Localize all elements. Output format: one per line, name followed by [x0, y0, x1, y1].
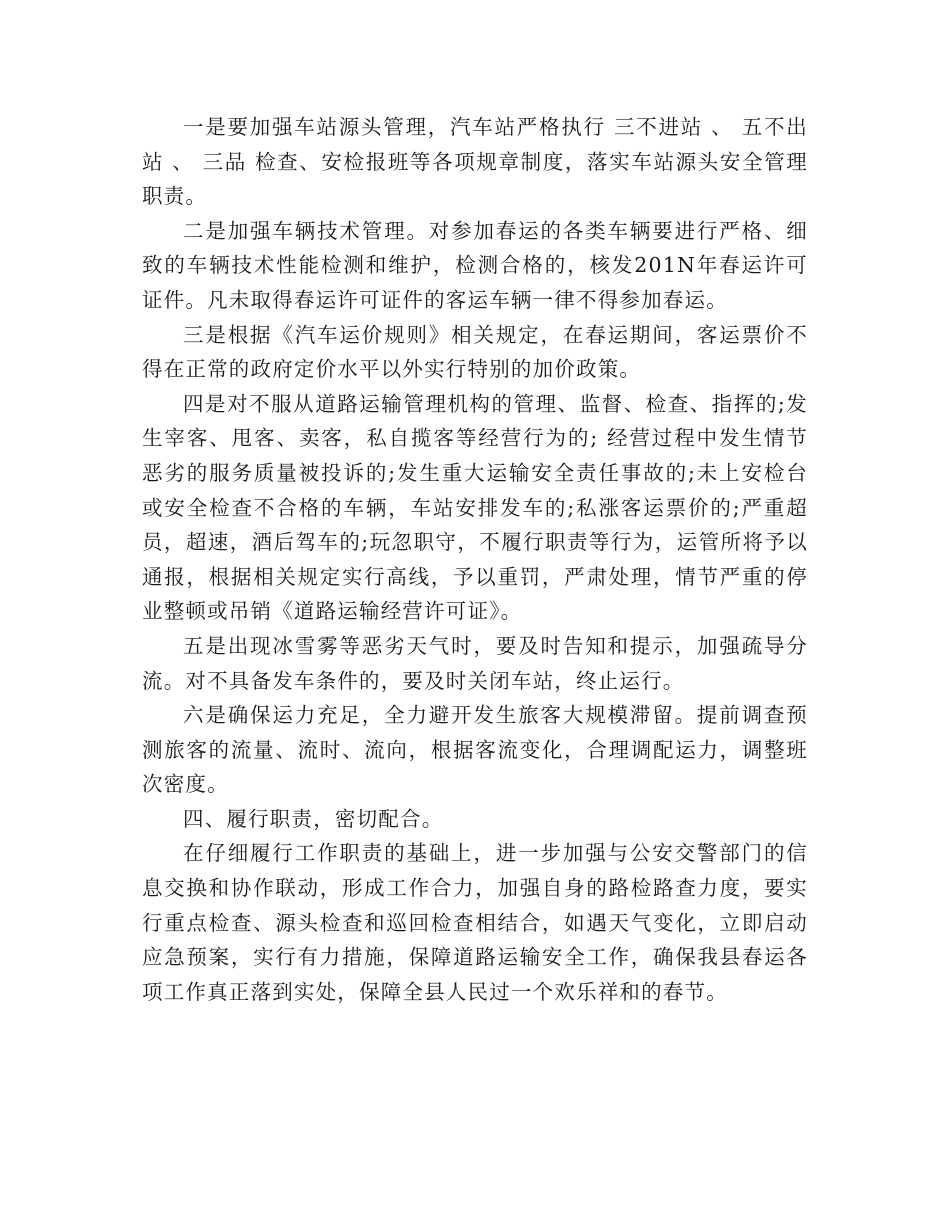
paragraph-cooperation: 在仔细履行工作职责的基础上，进一步加强与公安交警部门的信息交换和协作联动，形成工作合力，加强自身的路检路查力度，要实行重点检查、源头检查和巡回检查相结合，如遇天气变化，立即启动应急预案，实行有力措施，保障道路运输安全工作，确保我县春运各项工作真正落到实处，保障全县人民过一个欢乐祥和的春节。 — [142, 841, 808, 1004]
paragraph-capacity-assurance: 六是确保运力充足，全力避开发生旅客大规模滞留。提前调查预测旅客的流量、流时、流向，根据客流变化，合理调配运力，调整班次密度。 — [142, 703, 808, 797]
document-body — [142, 110, 808, 1009]
section-heading-duties: 四、履行职责，密切配合。 — [183, 806, 444, 831]
paragraph-violations-penalties: 四是对不服从道路运输管理机构的管理、监督、检查、指挥的;发生宰客、甩客、卖客，私自揽客等经营行为的; 经营过程中发生情节恶劣的服务质量被投诉的;发生重大运输安全责任事故的;未上安检台或安全检查不合格的车辆，车站安排发车的;私涨客运票价的;严重超员，超速，酒后驾车的;玩忽职守，不履行职责等行为，运管所将予以通报，根据相关规定实行高线，予以重罚，严肃处理，情节严重的停业整顿或吊销《道路运输经营许可证》。 — [142, 391, 808, 624]
paragraph-fare-regulation: 三是根据《汽车运价规则》相关规定，在春运期间，客运票价不得在正常的政府定价水平以外实行特别的加价政策。 — [142, 322, 808, 382]
paragraph-station-management: 一是要加强车站源头管理，汽车站严格执行 三不进站 、 五不出站 、 三品 检查、安检报班等各项规章制度，落实车站源头安全管理职责。 — [142, 115, 808, 209]
paragraph-vehicle-technical-management: 二是加强车辆技术管理。对参加春运的各类车辆要进行严格、细致的车辆技术性能检测和维护，检测合格的，核发201N年春运许可证件。凡未取得春运许可证件的客运车辆一律不得参加春运。 — [142, 218, 808, 312]
paragraph-bad-weather: 五是出现冰雪雾等恶劣天气时，要及时告知和提示，加强疏导分流。对不具备发车条件的，要及时关闭车站，终止运行。 — [142, 633, 808, 693]
